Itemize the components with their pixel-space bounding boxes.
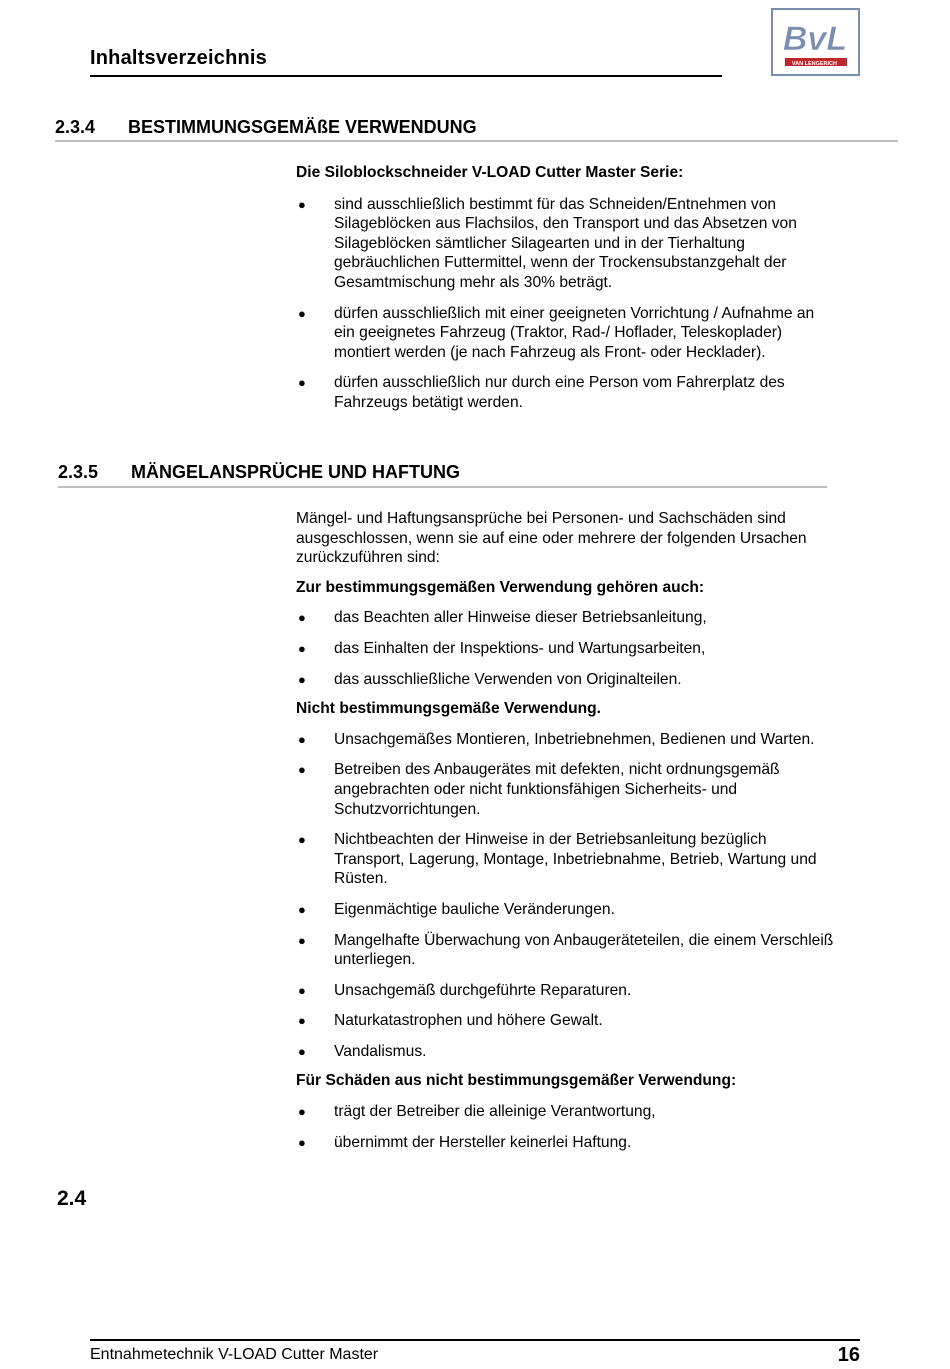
section-title: MÄNGELANSPRÜCHE UND HAFTUNG	[131, 462, 460, 482]
list-item: ● Unsachgemäßes Montieren, Inbetriebnehmen, Bedienen und Warten.	[298, 730, 815, 748]
list-item: ● Eigenmächtige bauliche Veränderungen.	[298, 900, 615, 918]
list-item: ● trägt der Betreiber die alleinige Verantwortung,	[298, 1103, 656, 1121]
list-item: ● Vandalismus.	[298, 1042, 427, 1060]
section-heading-2-3-5	[58, 462, 460, 483]
list-item: ● Betreiben des Anbaugerätes mit defekten, nicht ordnungsgemäß angebrachten oder nicht funktionsfähigen Sicherheits- und Schutzvorrichtungen.	[298, 761, 780, 818]
intro-heading: Die Siloblockschneider V-LOAD Cutter Master Serie:	[296, 164, 684, 181]
improper-use-list	[296, 730, 836, 1062]
list-item: ● Mangelhafte Überwachung von Anbaugeräteteilen, die einem Verschleiß unterliegen.	[298, 931, 834, 969]
list-item: ● sind ausschließlich bestimmt für das Schneiden/Entnehmen von Silageblöcken aus Flachsilos, den Transport und das Absetzen von Silageblöcken sämtlicher Silagearten und in der Tierhaltung gebräuchlichen Futtermittel, wenn der Trockensubstanzgehalt der Gesamtmischung mehr als 30% beträgt.	[298, 195, 797, 291]
usage-list	[296, 195, 836, 413]
list-item: ● das Einhalten der Inspektions- und Wartungsarbeiten,	[298, 639, 706, 657]
list-item: ● das Beachten aller Hinweise dieser Betriebsanleitung,	[298, 609, 707, 627]
section-heading-2-4: 2.4	[57, 1187, 87, 1210]
list-item: ● Nichtbeachten der Hinweise in der Betriebsanleitung bezüglich Transport, Lagerung, Montage, Inbetriebnahme, Betrieb, Wartung und Rüsten.	[298, 831, 817, 888]
section-2-3-5-content	[296, 509, 836, 1152]
bvl-logo	[771, 8, 860, 76]
damages-list	[296, 1102, 836, 1152]
header-rule	[90, 75, 722, 77]
page-header-title: Inhaltsverzeichnis	[90, 47, 267, 69]
section-title: BESTIMMUNGSGEMÄßE VERWENDUNG	[128, 117, 477, 137]
liability-intro: Mängel- und Haftungsansprüche bei Personen- und Sachschäden sind ausgeschlossen, wenn sie auf eine oder mehrere der folgenden Ursachen zurückzuführen sind:	[296, 510, 807, 567]
footer-rule	[90, 1339, 860, 1341]
svg-text:VAN LENGERICH: VAN LENGERICH	[791, 61, 837, 67]
list-item: ● Naturkatastrophen und höhere Gewalt.	[298, 1012, 603, 1030]
subheading-improper-use: Nicht bestimmungsgemäße Verwendung.	[296, 700, 601, 718]
subheading-damages: Für Schäden aus nicht bestimmungsgemäßer Verwendung:	[296, 1072, 737, 1090]
list-item: ● das ausschließliche Verwenden von Originalteilen.	[298, 670, 682, 688]
section-number: 2.3.4	[55, 117, 96, 137]
list-item: ● übernimmt der Hersteller keinerlei Haftung.	[298, 1133, 632, 1151]
footer-document-title: Entnahmetechnik V-LOAD Cutter Master	[90, 1346, 379, 1363]
bvl-logo-graphic	[771, 8, 860, 76]
list-item: ● Unsachgemäß durchgeführte Reparaturen.	[298, 981, 632, 999]
list-item: ● dürfen ausschließlich mit einer geeigneten Vorrichtung / Aufnahme an ein geeignetes Fahrzeug (Traktor, Rad-/ Hoflader, Teleskoplader) montiert werden (je nach Fahrzeug als Front- oder Hecklader).	[298, 304, 815, 361]
section-rule	[55, 140, 898, 142]
svg-text:BvL: BvL	[782, 20, 848, 58]
section-rule	[58, 486, 827, 488]
subheading-intended-use: Zur bestimmungsgemäßen Verwendung gehören auch:	[296, 578, 705, 596]
section-2-3-4-content	[296, 163, 836, 413]
intended-use-list	[296, 608, 836, 689]
section-heading-2-3-4	[55, 117, 477, 138]
section-number: 2.3.5	[58, 462, 99, 482]
list-item: ● dürfen ausschließlich nur durch eine Person vom Fahrerplatz des Fahrzeugs betätigt werden.	[298, 374, 785, 411]
page-number: 16	[837, 1344, 860, 1366]
